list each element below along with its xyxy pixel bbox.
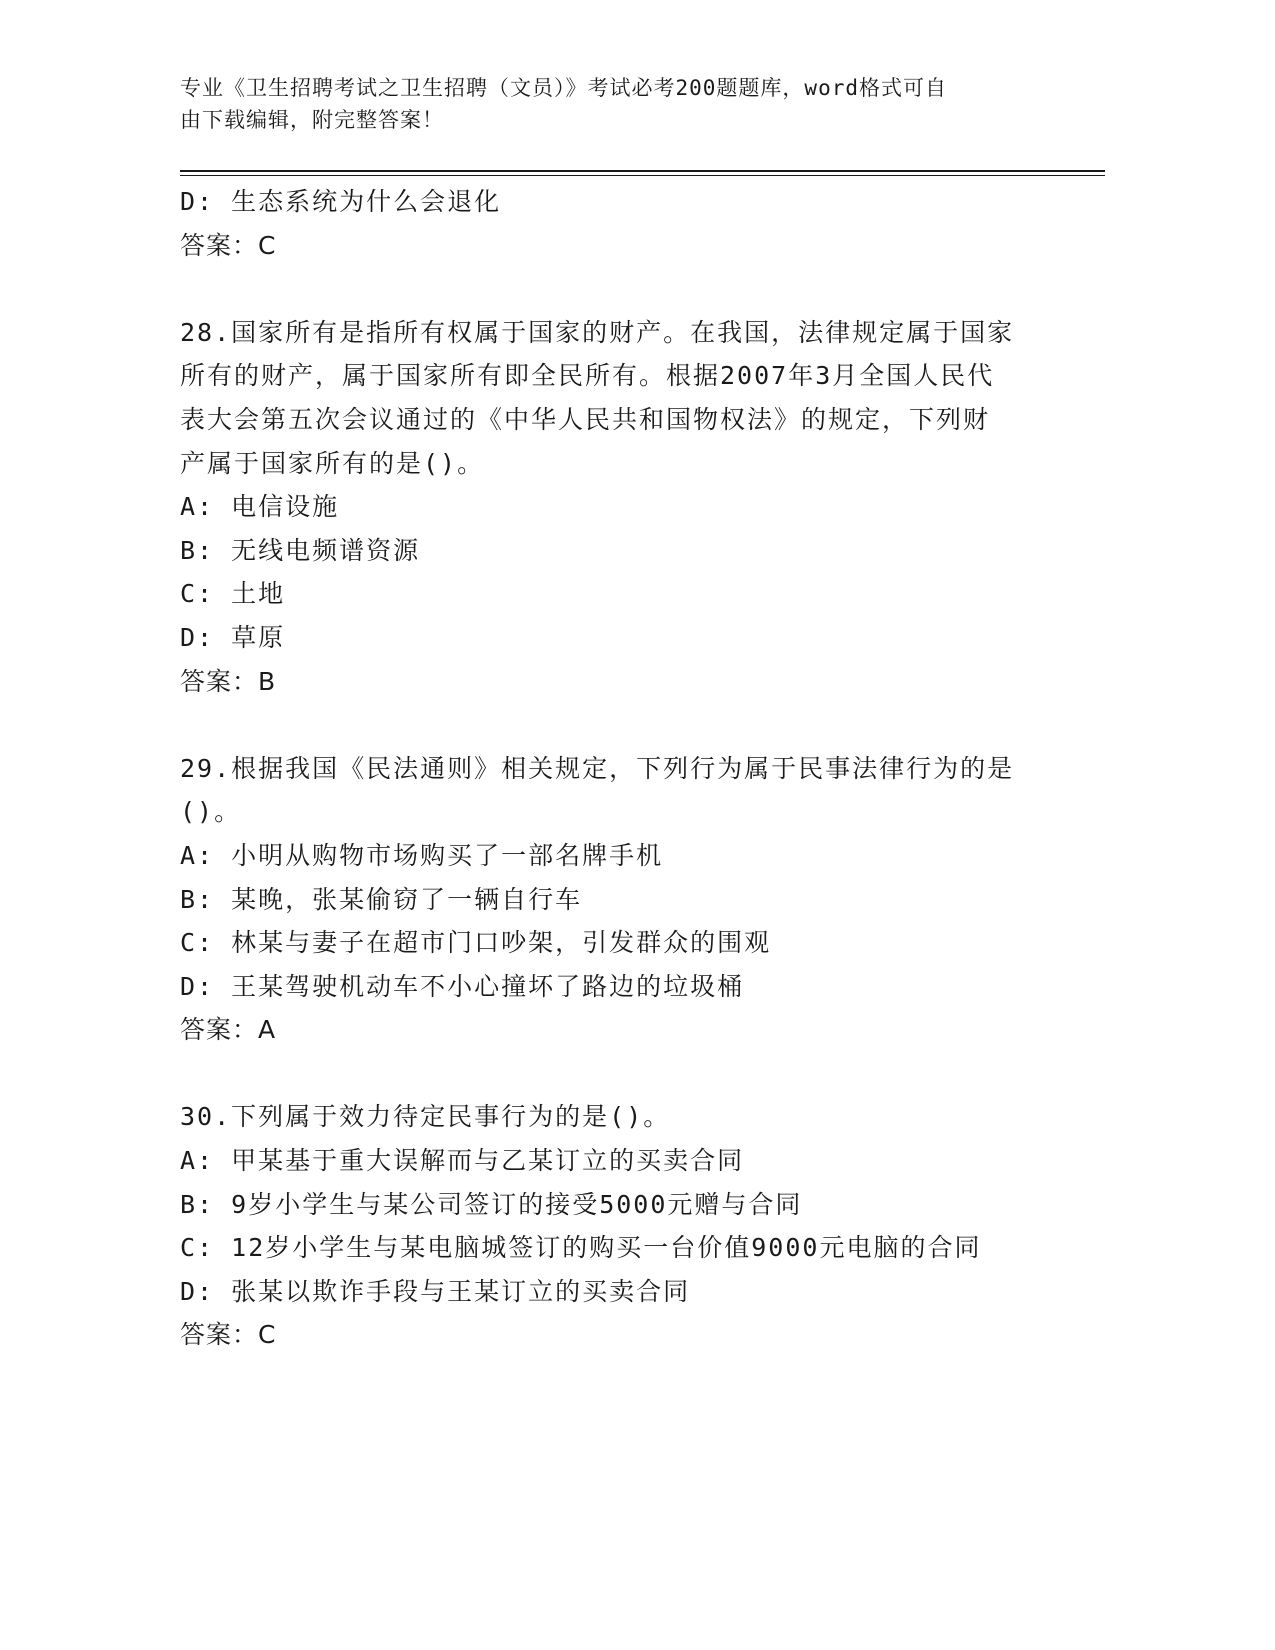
question-28: [180, 311, 1050, 703]
question-text-line: 产属于国家所有的是()。: [180, 448, 485, 478]
answer: 答案：B: [180, 666, 277, 696]
spacer: [180, 267, 1050, 311]
carryover-option-d: D: 生态系统为什么会退化: [180, 187, 502, 216]
question-text-line: 28.国家所有是指所有权属于国家的财产。在我国，法律规定属于国家: [180, 317, 1015, 347]
option-b: B: 9岁小学生与某公司签订的接受5000元赠与合同: [180, 1189, 803, 1219]
option-a: A: 小明从购物市场购买了一部名牌手机: [180, 840, 664, 870]
question-text-line: 29.根据我国《民法通则》相关规定，下列行为属于民事法律行为的是: [180, 753, 1015, 783]
option-c: C: 林某与妻子在超市门口吵架，引发群众的围观: [180, 928, 772, 958]
answer: 答案：A: [180, 1015, 277, 1045]
question-text-line: 30.下列属于效力待定民事行为的是()。: [180, 1102, 671, 1132]
spacer: [180, 1052, 1050, 1096]
header-divider-thin: [180, 175, 1105, 176]
spacer: [180, 703, 1050, 747]
option-a: A: 电信设施: [180, 492, 340, 522]
option-c: C: 12岁小学生与某电脑城签订的购买一台价值9000元电脑的合同: [180, 1233, 982, 1263]
question-text-line: 表大会第五次会议通过的《中华人民共和国物权法》的规定，下列财: [180, 404, 991, 434]
option-a: A: 甲某基于重大误解而与乙某订立的买卖合同: [180, 1146, 745, 1176]
answer: 答案：C: [180, 1320, 277, 1350]
option-c: C: 土地: [180, 579, 286, 609]
carryover-answer: 答案：C: [180, 230, 277, 260]
option-d: D: 张某以欺诈手段与王某订立的买卖合同: [180, 1276, 691, 1306]
option-d: D: 王某驾驶机动车不小心撞坏了路边的垃圾桶: [180, 971, 745, 1001]
question-30: [180, 1095, 1050, 1357]
header-line-2: 由下载编辑，附完整答案！: [180, 108, 444, 132]
question-29: [180, 747, 1050, 1052]
header-divider-thick: [180, 170, 1105, 172]
header-line-1: 专业《卫生招聘考试之卫生招聘（文员）》考试必考200题题库，word格式可自: [180, 76, 947, 100]
option-b: B: 无线电频谱资源: [180, 535, 421, 565]
question-content: [180, 180, 1050, 1357]
question-text-line: 所有的财产，属于国家所有即全民所有。根据2007年3月全国人民代: [180, 361, 995, 391]
option-d: D: 草原: [180, 622, 286, 652]
question-text-line: ()。: [180, 797, 242, 827]
document-header: [180, 72, 1030, 136]
option-b: B: 某晚，张某偷窃了一辆自行车: [180, 884, 583, 914]
